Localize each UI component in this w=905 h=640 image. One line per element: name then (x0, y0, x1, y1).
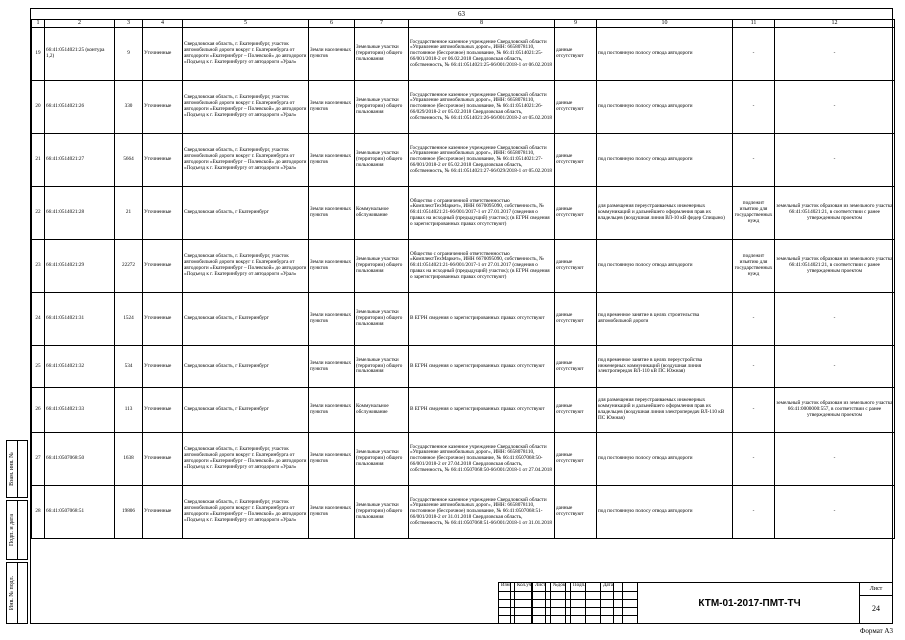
cell-permitted-use: Земельные участки (территории) общего пользования (355, 28, 409, 81)
cell-note: - (775, 134, 895, 187)
cell-seizure: подлежит изъятию для государственных нужд (733, 187, 775, 240)
cell-area: 22272 (115, 240, 143, 293)
stamp-label: Изм (501, 583, 511, 623)
sheet-box (859, 583, 892, 623)
stamp-label: Кол.уч (517, 583, 532, 623)
side-box-replacement (6, 440, 28, 498)
cell-seizure: - (733, 388, 775, 433)
cell-row-number: 26 (32, 388, 45, 433)
cell-purpose: под постоянную полосу отвода автодороги (597, 134, 733, 187)
cell-area: 113 (115, 388, 143, 433)
stamp-label: Лист (535, 583, 546, 623)
cell-seizure: - (733, 134, 775, 187)
table-row (32, 346, 895, 388)
cell-land-category: Земли населенных пунктов (309, 28, 355, 81)
cell-cadastral-number: 66:41:0514021:29 (45, 240, 115, 293)
cell-status: Уточненные (143, 486, 183, 539)
cell-status: Уточненные (143, 293, 183, 346)
cell-cadastral-number: 66:41:0514021:26 (45, 81, 115, 134)
column-number: 11 (733, 20, 775, 28)
cell-land-category: Земли населенных пунктов (309, 81, 355, 134)
cell-purpose: под постоянную полосу отвода автодороги (597, 486, 733, 539)
cell-note: - (775, 28, 895, 81)
cell-row-number: 23 (32, 240, 45, 293)
cell-purpose: для размещения переустраиваемых инженерных коммуникаций и дальнейшего оформления прав их владельцев (воздушная линия ВЛ-10 кВ фидер Спицыно) (597, 187, 733, 240)
cell-row-number: 19 (32, 28, 45, 81)
cell-seizure: - (733, 346, 775, 388)
cell-row-number: 22 (32, 187, 45, 240)
table-row (32, 81, 895, 134)
title-block (498, 582, 892, 623)
stamp-label: Дата (603, 583, 614, 623)
table-row (32, 486, 895, 539)
cell-location: Свердловская область, г. Екатеринбург, участок автомобильной дороги вокруг г. Екатеринбурга от автодороги «Екатеринбург – Полевской» до автодороги «Подъезд к г. Екатеринбургу от автодороги «Урал» (183, 240, 309, 293)
cell-row-number: 24 (32, 293, 45, 346)
cell-land-category: Земли населенных пунктов (309, 293, 355, 346)
table-row (32, 187, 895, 240)
cell-purpose: для размещения переустраиваемых инженерных коммуникаций и дальнейшего оформления прав их владельцев (воздушная линия электропередач ВЛ-110 кВ ПС Южная) (597, 388, 733, 433)
cell-encumbrances: данные отсутствуют (555, 346, 597, 388)
cell-encumbrances: данные отсутствуют (555, 187, 597, 240)
column-number: 2 (45, 20, 115, 28)
cell-row-number: 28 (32, 486, 45, 539)
stamp-label: №док (553, 583, 566, 623)
cell-seizure: - (733, 433, 775, 486)
column-number: 5 (183, 20, 309, 28)
cell-purpose: под постоянную полосу отвода автодороги (597, 433, 733, 486)
cell-rights-holder: Государственное казенное учреждение Свердловской области «Управление автомобильных дорог», ИНН: 6658078110, постоянное (бессрочное) пользование, № 66:41:0514021:27-66/001/2018-2 от 05.02.2018 Свердловская область, собственность, № 66:41:0514021:27-66/029/2018-1 от 05.02.2018 (409, 134, 555, 187)
table-row (32, 433, 895, 486)
cell-seizure: - (733, 28, 775, 81)
column-number: 7 (355, 20, 409, 28)
cell-note: - (775, 433, 895, 486)
sheet-number: 24 (872, 604, 880, 613)
cell-area: 1638 (115, 433, 143, 486)
cell-cadastral-number: 66:41:0514021:33 (45, 388, 115, 433)
cell-note: земельный участок образован из земельного участка 66:41:0000000:557, в соответствии с ранее утвержденным проектом (775, 388, 895, 433)
cell-rights-holder: В ЕГРН сведения о зарегистрированных правах отсутствуют (409, 388, 555, 433)
cell-encumbrances: данные отсутствуют (555, 81, 597, 134)
cell-location: Свердловская область, г Екатеринбург (183, 388, 309, 433)
column-number: 1 (32, 20, 45, 28)
column-number: 9 (555, 20, 597, 28)
cell-permitted-use: Коммунальное обслуживание (355, 388, 409, 433)
cell-encumbrances: данные отсутствуют (555, 28, 597, 81)
cell-encumbrances: данные отсутствуют (555, 433, 597, 486)
table-row (32, 388, 895, 433)
cell-status: Уточненные (143, 81, 183, 134)
cell-row-number: 27 (32, 433, 45, 486)
cell-purpose: под постоянную полосу отвода автодороги (597, 28, 733, 81)
cell-location: Свердловская область, г. Екатеринбург, участок автомобильной дороги вокруг г. Екатеринбурга от автодороги «Екатеринбург – Полевской» до автодороги «Подъезд к г. Екатеринбургу от автодороги «Урал» (183, 28, 309, 81)
cell-rights-holder: Государственное казенное учреждение Свердловской области «Управление автомобильных дорог», ИНН: 6658078110, постоянное (бессрочное) пользование, № 66:41:0507068:51-66/001/2018-2 от 31.01.2018 Свердловская область, собственность, № 66:41:0507068:51-66/001/2018-1 от 31.01.2018 (409, 486, 555, 539)
side-box-signature (6, 500, 28, 560)
format-label: Формат А3 (859, 627, 893, 635)
cell-status: Уточненные (143, 240, 183, 293)
cell-cadastral-number: 66:41:0514021:25 (контура 1,2) (45, 28, 115, 81)
cell-location: Свердловская область, г. Екатеринбург, участок автомобильной дороги вокруг г. Екатеринбурга от автодороги «Екатеринбург – Полевской» до автодороги «Подъезд к г. Екатеринбургу от автодороги «Урал» (183, 134, 309, 187)
cell-land-category: Земли населенных пунктов (309, 388, 355, 433)
cell-cadastral-number: 66:41:0514021:31 (45, 293, 115, 346)
cell-rights-holder: В ЕГРН сведения о зарегистрированных правах отсутствуют (409, 346, 555, 388)
cell-rights-holder: Общество с ограниченной ответственностью «КомплектТехМаркет», ИНН 6670095090, собственность, № 66:41:0514021:21-66/001/2017-1 от 27.01.2017 (сведения о правах на исходный (предыдущий) участок); (в ЕГРН сведения о зарегистрированных правах отсутствуют) (409, 240, 555, 293)
cell-rights-holder: Государственное казенное учреждение Свердловской области «Управление автомобильных дорог», ИНН: 6658078110, постоянное (бессрочное) пользование, № 66:41:0507068:50-66/001/2018-2 от 27.04.2018 Свердловская область, собственность, № 66:41:0507068:50-66/001/2018-1 от 27.04.2018 (409, 433, 555, 486)
cell-status: Уточненные (143, 28, 183, 81)
stamp-label: Подп. (573, 583, 586, 623)
cell-seizure: подлежит изъятию для государственных нужд (733, 240, 775, 293)
sheet-label: Лист (860, 583, 892, 596)
cell-status: Уточненные (143, 134, 183, 187)
cell-note: - (775, 346, 895, 388)
cell-encumbrances: данные отсутствуют (555, 240, 597, 293)
cell-purpose: под временное занятие в целях строительства автомобильной дороги (597, 293, 733, 346)
cell-row-number: 21 (32, 134, 45, 187)
cell-location: Свердловская область, г Екатеринбург (183, 346, 309, 388)
document-code: КТМ-01-2017-ПМТ-ТЧ (637, 583, 861, 623)
cell-status: Уточненные (143, 433, 183, 486)
cell-area: 21 (115, 187, 143, 240)
column-number: 12 (775, 20, 895, 28)
cell-status: Уточненные (143, 187, 183, 240)
cell-land-category: Земли населенных пунктов (309, 187, 355, 240)
cell-rights-holder: В ЕГРН сведения о зарегистрированных правах отсутствуют (409, 293, 555, 346)
table-row (32, 28, 895, 81)
cell-row-number: 20 (32, 81, 45, 134)
cell-permitted-use: Земельные участки (территории) общего пользования (355, 433, 409, 486)
cell-seizure: - (733, 486, 775, 539)
cell-note: земельный участок образован из земельного участка 66:41:0514021:21, в соответствии с ранее утвержденным проектом (775, 187, 895, 240)
cell-note: земельный участок образован из земельного участка 66:41:0514021:21, в соответствии с ранее утвержденным проектом (775, 240, 895, 293)
cell-note: - (775, 293, 895, 346)
cell-encumbrances: данные отсутствуют (555, 134, 597, 187)
cell-location: Свердловская область, г Екатеринбург (183, 187, 309, 240)
cell-note: - (775, 81, 895, 134)
cell-cadastral-number: 66:41:0514021:27 (45, 134, 115, 187)
column-number: 10 (597, 20, 733, 28)
column-number: 8 (409, 20, 555, 28)
cell-seizure: - (733, 81, 775, 134)
side-box-inventory (6, 562, 28, 624)
page-number: 63 (458, 10, 465, 18)
cell-permitted-use: Земельные участки (территории) общего пользования (355, 486, 409, 539)
cell-land-category: Земли населенных пунктов (309, 240, 355, 293)
table-row (32, 240, 895, 293)
cell-location: Свердловская область, г. Екатеринбург, участок автомобильной дороги вокруг г. Екатеринбурга от автодороги «Екатеринбург – Полевской» до автодороги «Подъезд к г. Екатеринбургу от автодороги «Урал» (183, 433, 309, 486)
cell-area: 330 (115, 81, 143, 134)
column-number: 6 (309, 20, 355, 28)
cell-rights-holder: Общество с ограниченной ответственностью «КомплектТехМаркет», ИНН 6670095090, собственность, № 66:41:0514021:21-66/001/2017-1 от 27.01.2017 (сведения о правах на исходный (предыдущий) участок); (в ЕГРН сведения о зарегистрированных правах отсутствуют) (409, 187, 555, 240)
cell-land-category: Земли населенных пунктов (309, 486, 355, 539)
side-label: Инв. № подл. (9, 575, 15, 611)
cell-land-category: Земли населенных пунктов (309, 134, 355, 187)
cell-cadastral-number: 66:41:0514021:28 (45, 187, 115, 240)
cell-rights-holder: Государственное казенное учреждение Свердловской области «Управление автомобильных дорог», ИНН: 6658078110, постоянное (бессрочное) пользование, № 66:41:0514021:26-66/029/2018-2 от 05.02.2018 Свердловская область, собственность, № 66:41:0514021:26-66/001/2018-2 от 05.02.2018 (409, 81, 555, 134)
side-label: Подп. и дата (9, 513, 15, 547)
cell-permitted-use: Земельные участки (территории) общего пользования (355, 81, 409, 134)
cell-note: - (775, 486, 895, 539)
cell-encumbrances: данные отсутствуют (555, 486, 597, 539)
side-label: Взам. инв. № (9, 452, 15, 486)
cell-land-category: Земли населенных пунктов (309, 346, 355, 388)
cell-cadastral-number: 66:41:0507068:51 (45, 486, 115, 539)
cell-permitted-use: Коммунальное обслуживание (355, 187, 409, 240)
column-number: 4 (143, 20, 183, 28)
cell-area: 9 (115, 28, 143, 81)
cell-status: Уточненные (143, 346, 183, 388)
cell-location: Свердловская область, г Екатеринбург (183, 293, 309, 346)
cell-permitted-use: Земельные участки (территории) общего пользования (355, 346, 409, 388)
table-row (32, 293, 895, 346)
cell-row-number: 25 (32, 346, 45, 388)
revision-grid (499, 583, 637, 623)
cell-status: Уточненные (143, 388, 183, 433)
cell-cadastral-number: 66:41:0514021:32 (45, 346, 115, 388)
cell-rights-holder: Государственное казенное учреждение Свердловской области «Управление автомобильных дорог», ИНН: 6658078110, постоянное (бессрочное) пользование, № 66:41:0514021:25-66/001/2018-2 от 06.02.2018 Свердловская область, собственность, № 66:41:0514021:25-66/001/2018-1 от 06.02.2018 (409, 28, 555, 81)
cell-permitted-use: Земельные участки (территории) общего пользования (355, 293, 409, 346)
cell-area: 19806 (115, 486, 143, 539)
cell-cadastral-number: 66:41:0507068:50 (45, 433, 115, 486)
cell-encumbrances: данные отсутствуют (555, 388, 597, 433)
table-row (32, 134, 895, 187)
cell-land-category: Земли населенных пунктов (309, 433, 355, 486)
cell-location: Свердловская область, г. Екатеринбург, участок автомобильной дороги вокруг г. Екатеринбурга от автодороги «Екатеринбург – Полевской» до автодороги «Подъезд к г. Екатеринбургу от автодороги «Урал» (183, 486, 309, 539)
cell-area: 534 (115, 346, 143, 388)
cell-permitted-use: Земельные участки (территории) общего пользования (355, 134, 409, 187)
cell-area: 5664 (115, 134, 143, 187)
land-plots-table (31, 19, 895, 539)
cell-area: 1524 (115, 293, 143, 346)
cell-purpose: под постоянную полосу отвода автодороги (597, 240, 733, 293)
column-number: 3 (115, 20, 143, 28)
column-number-row (32, 20, 895, 28)
document-sheet (30, 8, 893, 624)
cell-purpose: под постоянную полосу отвода автодороги (597, 81, 733, 134)
cell-permitted-use: Земельные участки (территории) общего пользования (355, 240, 409, 293)
cell-location: Свердловская область, г. Екатеринбург, участок автомобильной дороги вокруг г. Екатеринбурга от автодороги «Екатеринбург – Полевской» до автодороги «Подъезд к г. Екатеринбургу от автодороги «Урал» (183, 81, 309, 134)
cell-seizure: - (733, 293, 775, 346)
cell-encumbrances: данные отсутствуют (555, 293, 597, 346)
cell-purpose: под временное занятие в целях переустройства инженерных коммуникаций (воздушная линия электропередач ВЛ-110 кВ ПС Южная) (597, 346, 733, 388)
